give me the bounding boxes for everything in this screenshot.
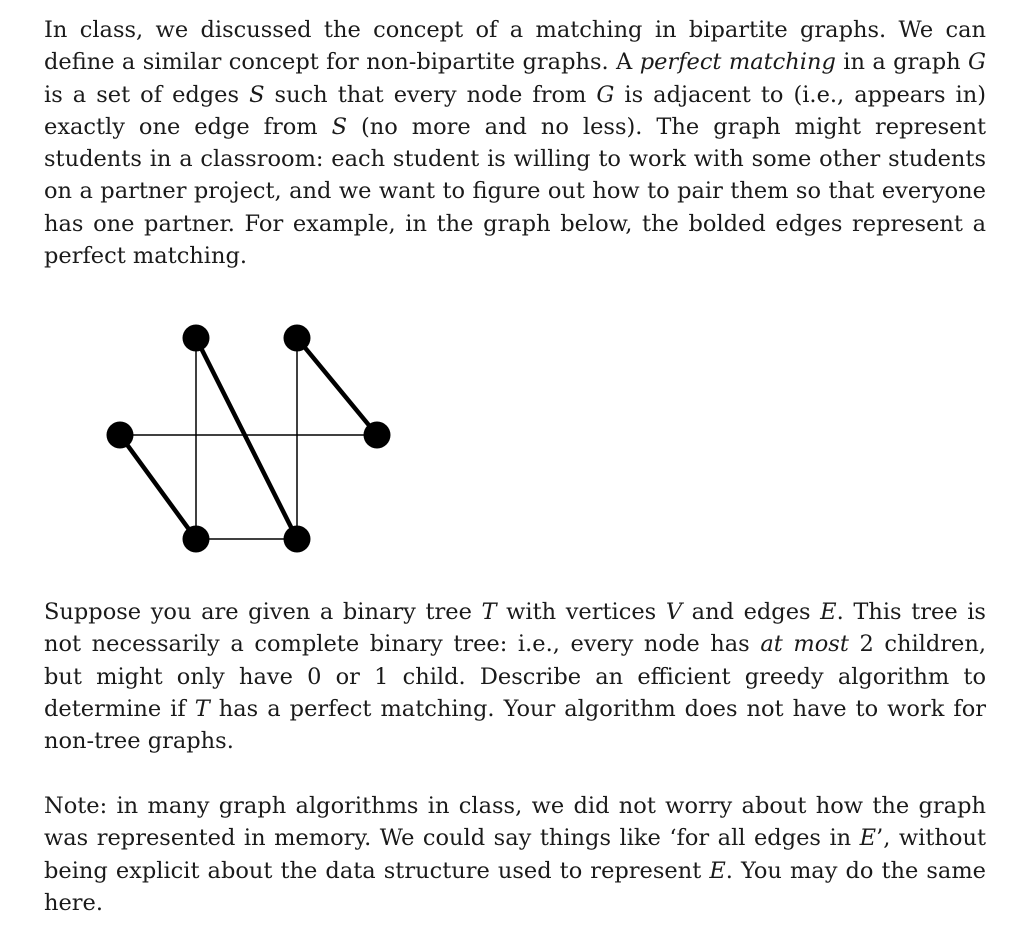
matched-edge-top-left-bottom-right bbox=[196, 338, 297, 539]
text-run: is adjacent to (i.e., appears in) exactly one edge from bbox=[44, 81, 986, 140]
graph-node-right bbox=[364, 422, 391, 449]
intro-paragraph bbox=[44, 14, 986, 272]
text-run: . You may do the same here. bbox=[44, 857, 986, 916]
question-paragraph bbox=[44, 596, 986, 757]
text-run: (no more and no less). The graph might represent students in a classroom: each student is willing to work with some other students on a partner project, and we want to figure out how to pair them so that everyone has one partner. For example, in the graph below, the bolded edges represent a perfect matching. bbox=[44, 113, 986, 270]
math-symbol: G bbox=[596, 81, 615, 108]
math-symbol: S bbox=[249, 81, 265, 108]
math-symbol: E bbox=[820, 599, 837, 625]
math-symbol: G bbox=[968, 49, 987, 76]
emphasis-at-most: at most bbox=[760, 631, 849, 658]
graph-node-top-left bbox=[183, 325, 210, 352]
note-paragraph bbox=[44, 790, 986, 919]
matching-graph-figure bbox=[100, 318, 400, 558]
math-symbol: S bbox=[331, 113, 347, 140]
text-run: 2 children, but might only have 0 or 1 child. Describe an efficient greedy algorithm to determine if bbox=[44, 631, 986, 722]
text-run: in a graph bbox=[835, 49, 969, 76]
math-symbol: E bbox=[709, 857, 726, 884]
graph-node-bottom-right bbox=[284, 526, 311, 553]
matched-edge-top-right-right bbox=[297, 338, 377, 435]
text-run: . This tree is not necessarily a complete binary tree: i.e., every node has bbox=[44, 599, 986, 658]
math-symbol: E bbox=[859, 825, 877, 852]
text-run: has a perfect matching. Your algorithm does not have to work for non-tree graphs. bbox=[44, 695, 986, 755]
text-run: Note: in many graph algorithms in class, we did not worry about how the graph was represented in memory. We could say things like ‘for all edges in bbox=[44, 793, 986, 852]
math-symbol: T bbox=[194, 695, 210, 722]
text-run: ’, without being explicit about the data structure used to represent bbox=[44, 825, 986, 884]
text-run: and edges bbox=[682, 599, 821, 625]
text-run: such that every node from bbox=[264, 81, 597, 108]
matched-edge-left-bottom-left bbox=[120, 435, 196, 539]
term-perfect-matching: perfect matching bbox=[639, 49, 836, 76]
graph-node-top-right bbox=[284, 325, 311, 352]
math-symbol: V bbox=[665, 599, 683, 625]
math-symbol: T bbox=[481, 599, 497, 625]
text-run: Suppose you are given a binary tree bbox=[44, 599, 482, 625]
graph-node-left bbox=[107, 422, 134, 449]
text-run: In class, we discussed the concept of a matching in bipartite graphs. We can define a similar concept for non-bipartite graphs. A bbox=[44, 17, 986, 76]
text-run: is a set of edges bbox=[44, 81, 250, 108]
graph-node-bottom-left bbox=[183, 526, 210, 553]
text-run: with vertices bbox=[496, 599, 666, 625]
